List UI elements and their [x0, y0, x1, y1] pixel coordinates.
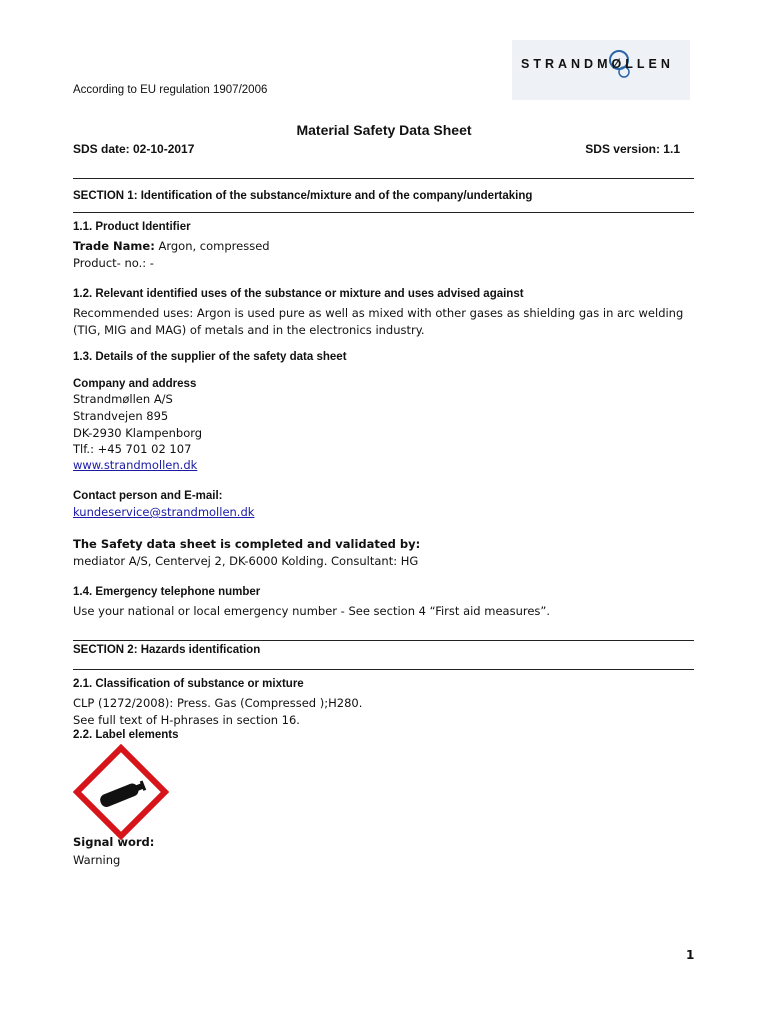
trade-name-label: Trade Name: [73, 239, 155, 253]
trade-name-value: Argon, compressed [154, 239, 270, 253]
s12-text-line2: (TIG, MIG and MAG) of metals and in the electronics industry. [73, 323, 425, 337]
s22-heading: 2.2. Label elements [73, 729, 179, 741]
company-line: Strandmøllen A/S [73, 392, 173, 406]
company-phone: Tlf.: +45 701 02 107 [73, 442, 192, 456]
sds-version: SDS version: 1.1 [585, 142, 680, 156]
page-number: 1 [686, 948, 695, 962]
s14-text: Use your national or local emergency number - See section 4 “First aid measures”. [73, 604, 551, 618]
validated-label: The Safety data sheet is completed and validated by: [73, 537, 421, 551]
s13-heading: 1.3. Details of the supplier of the safety data sheet [73, 351, 347, 363]
gas-cylinder-hazard-icon [73, 744, 169, 840]
s21-line1: CLP (1272/2008): Press. Gas (Compressed );H280. [73, 696, 363, 710]
document-title: Material Safety Data Sheet [296, 122, 472, 138]
divider [73, 178, 694, 179]
sds-date: SDS date: 02-10-2017 [73, 142, 195, 156]
company-label: Company and address [73, 378, 197, 390]
divider [73, 212, 694, 213]
website-link[interactable]: www.strandmollen.dk [73, 458, 198, 472]
email-link[interactable]: kundeservice@strandmollen.dk [73, 505, 255, 519]
s12-text-line1: Recommended uses: Argon is used pure as well as mixed with other gases as shielding gas in arc welding [73, 306, 684, 320]
divider [73, 669, 694, 670]
company-logo [512, 40, 690, 100]
s12-heading: 1.2. Relevant identified uses of the substance or mixture and uses advised against [73, 288, 524, 300]
s21-line2: See full text of H-phrases in section 16. [73, 713, 300, 727]
company-line: DK-2930 Klampenborg [73, 426, 203, 440]
section1-heading: SECTION 1: Identification of the substance/mixture and of the company/undertaking [73, 190, 533, 202]
trade-name [73, 238, 270, 255]
s21-heading: 2.1. Classification of substance or mixture [73, 678, 304, 690]
logo-text: STRANDMØLLEN [521, 57, 674, 71]
s14-heading: 1.4. Emergency telephone number [73, 586, 261, 598]
regulation-note: According to EU regulation 1907/2006 [73, 84, 268, 96]
section2-heading: SECTION 2: Hazards identification [73, 644, 261, 656]
signal-word-value: Warning [73, 853, 121, 867]
product-no: Product- no.: - [73, 256, 154, 270]
divider [73, 640, 694, 641]
contact-label: Contact person and E-mail: [73, 490, 223, 502]
company-line: Strandvejen 895 [73, 409, 169, 423]
signal-word-label: Signal word: [73, 835, 155, 849]
validated-value: mediator A/S, Centervej 2, DK-6000 Kolding. Consultant: HG [73, 554, 419, 568]
s11-heading: 1.1. Product Identifier [73, 221, 191, 233]
